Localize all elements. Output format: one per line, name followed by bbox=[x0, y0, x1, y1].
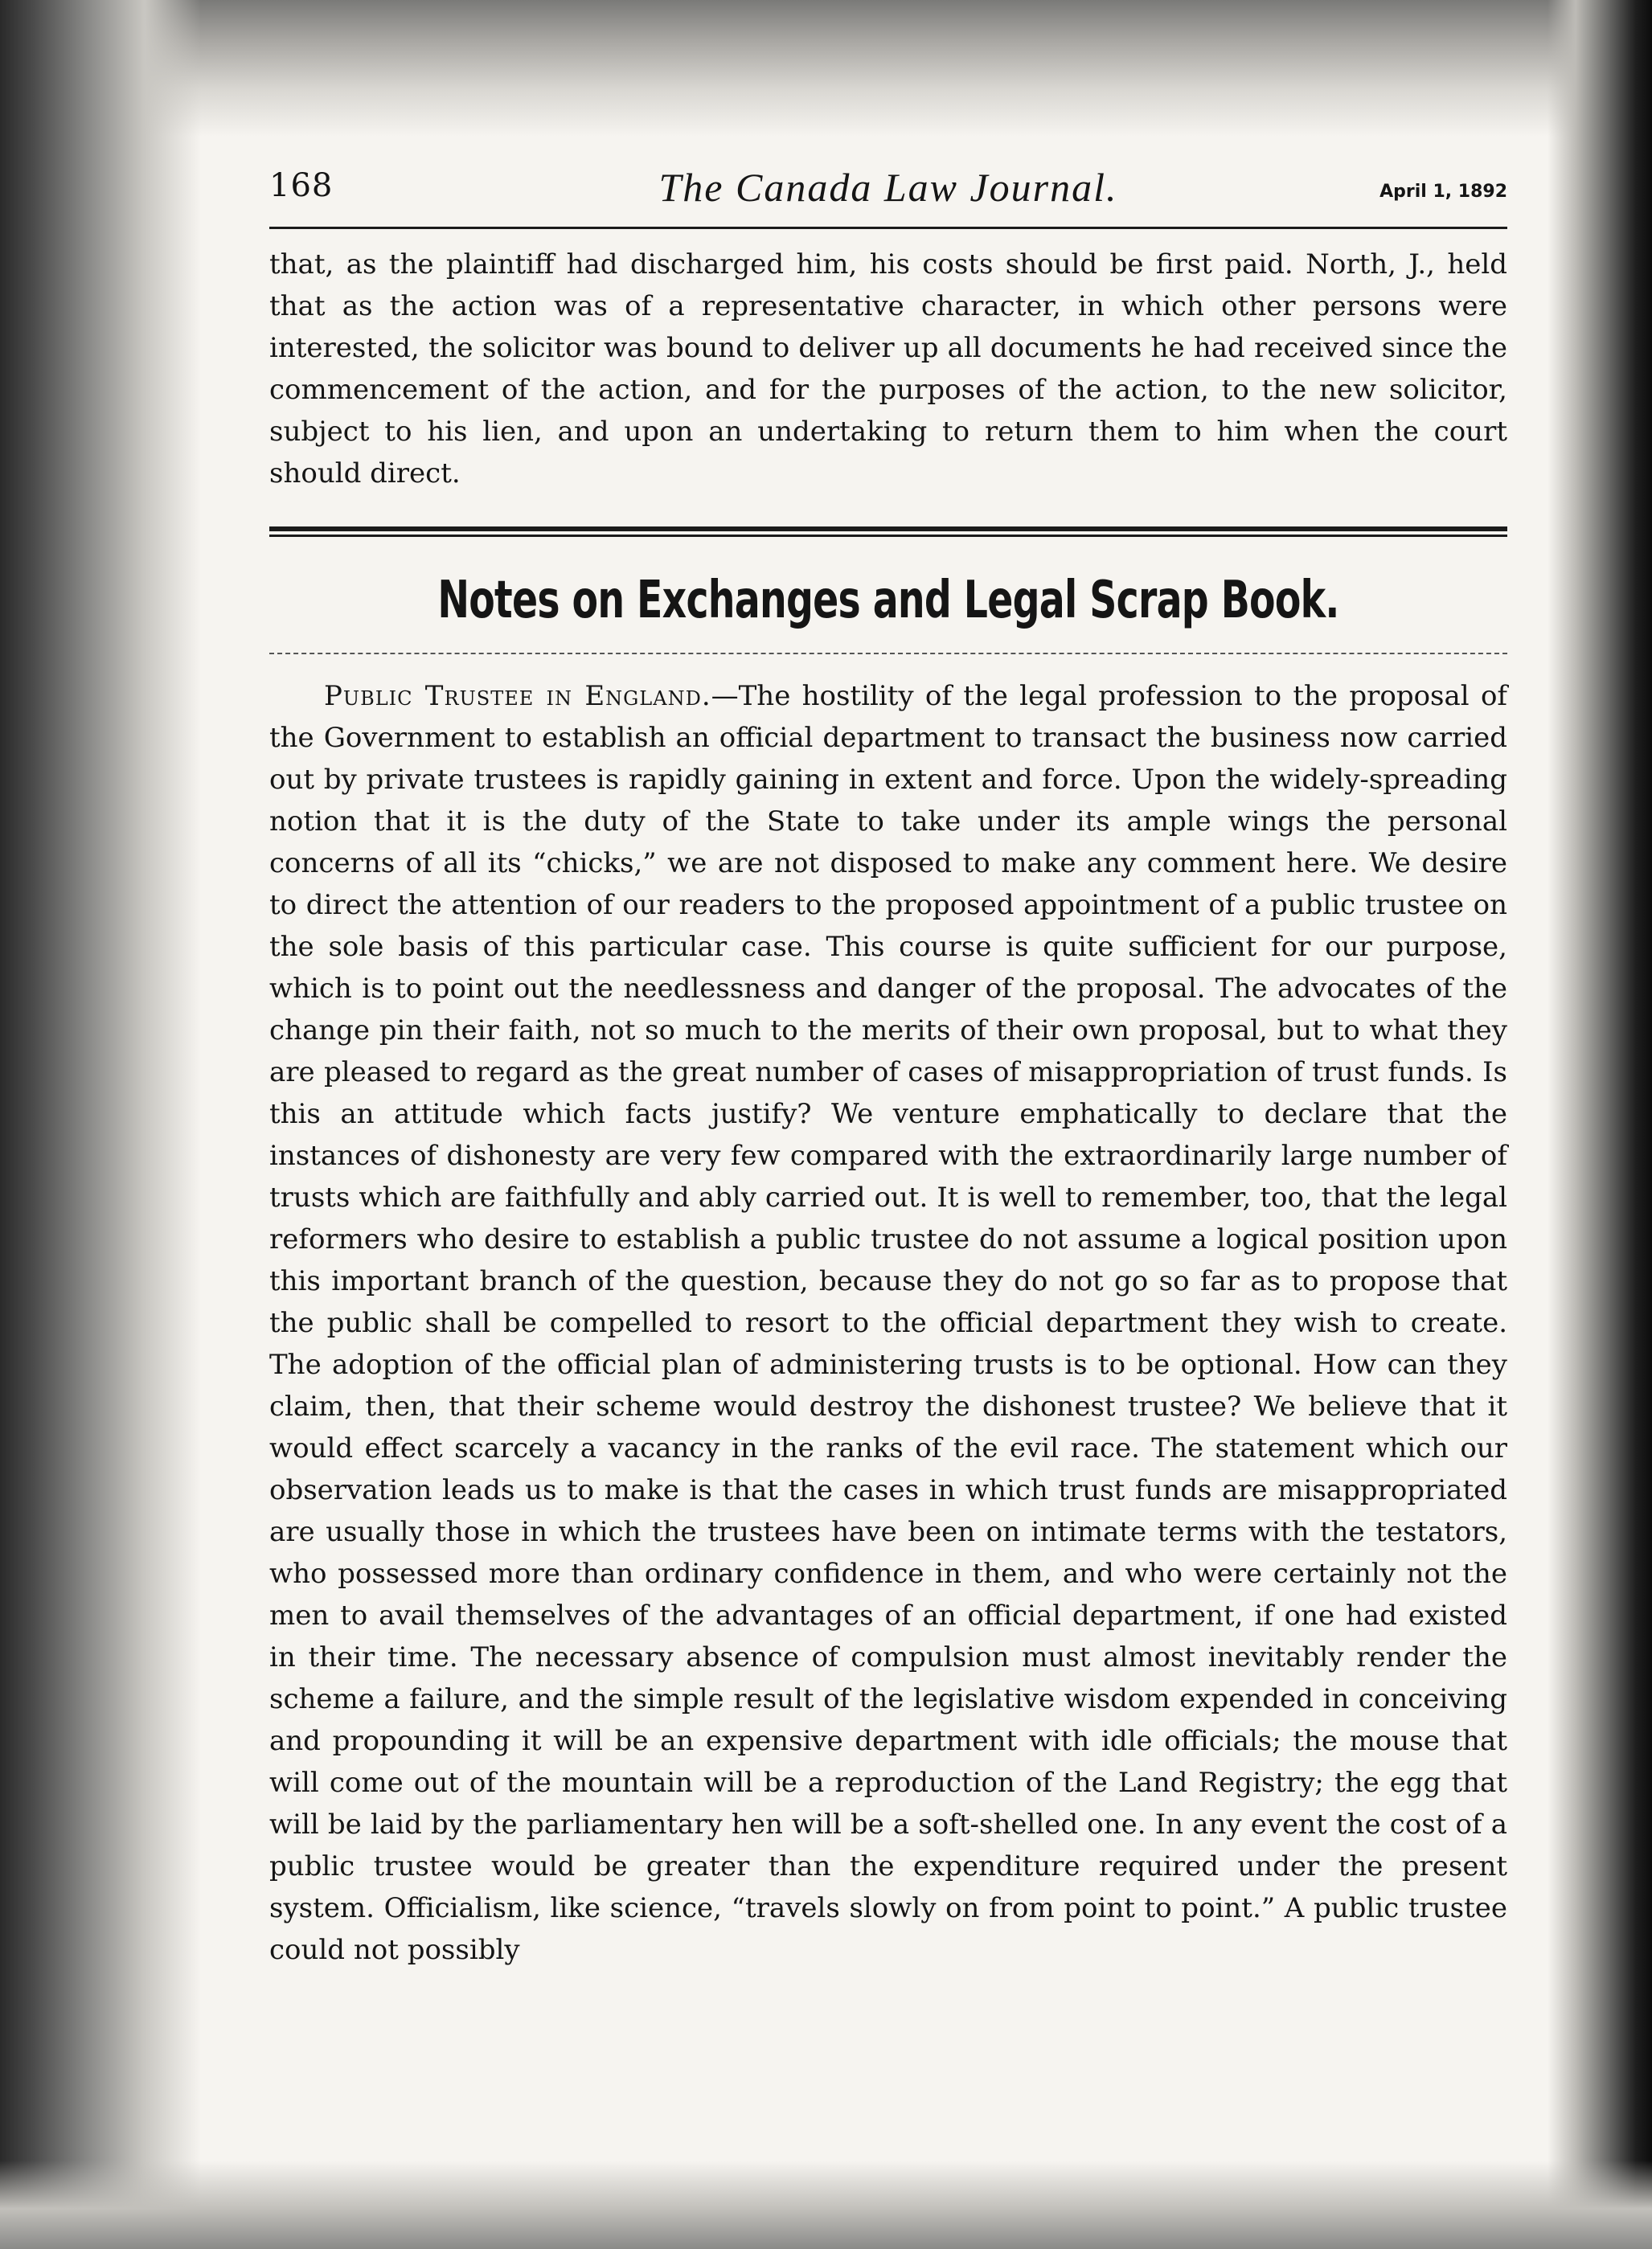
page-edge-bottom-shadow bbox=[0, 2161, 1652, 2249]
page-content bbox=[269, 161, 1507, 1971]
header-rule bbox=[269, 227, 1507, 229]
issue-date: April 1, 1892 bbox=[1379, 182, 1507, 202]
page-edge-top-shadow bbox=[0, 0, 1652, 137]
section-divider bbox=[269, 526, 1507, 537]
page-number: 168 bbox=[269, 167, 334, 204]
article-body: —The hostility of the legal profession to the proposal of the Government to establish an official department to transact the business now carried out by private trustees is rapidly gaining in extent and force. Upon the widely-spreading notion that it is the duty of the State to take under its ample wings the personal concerns of all its “chicks,” we are not disposed to make any comment here. We desire to direct the attention of our readers to the proposed appointment of a public trustee on the sole basis of this particular case. This course is quite sufficient for our purpose, which is to point out the needlessness and danger of the proposal. The advocates of the change pin their faith, not so much to the merits of their own proposal, but to what they are pleased to regard as the great number of cases of misappropriation of trust funds. Is this an attitude which facts justify? We venture emphatically to declare that the instances of dishonesty are very few compared with the extraordinarily large number of trusts which are faithfully and ably carried out. It is well to remember, too, that the legal reformers who desire to establish a public trustee do not assume a logical position upon this important branch of the question, because they do not go so far as to propose that the public shall be compelled to resort to the official department they wish to create. The adoption of the official plan of administering trusts is to be optional. How can they claim, then, that their scheme would destroy the dishonest trustee? We believe that it would effect scarcely a vacancy in the ranks of the evil race. The statement which our observation leads us to make is that the cases in which trust funds are misappropriated are usually those in which the trustees have been on intimate terms with the testators, who possessed more than ordinary confidence in them, and who were certainly not the men to avail themselves of the advantages of an official department, if one had existed in their time. The necessary absence of compulsion must almost inevitably render the scheme a failure, and the simple result of the legislative wisdom expended in conceiving and propounding it will be an expensive department with idle officials; the mouse that will come out of the mountain will be a reproduction of the Land Registry; the egg that will be laid by the parliamentary hen will be a soft-shelled one. In any event the cost of a public trustee would be greater than the expenditure required under the present system. Officialism, like science, “travels slowly on from point to point.” A public trustee could not possibly bbox=[269, 680, 1507, 1966]
journal-title: The Canada Law Journal. bbox=[658, 165, 1118, 210]
article-paragraph bbox=[269, 675, 1507, 1971]
page-edge-left-shadow bbox=[0, 0, 201, 2249]
heading-dashed-rule bbox=[269, 653, 1507, 654]
running-header bbox=[269, 161, 1507, 225]
page-edge-right-shadow bbox=[1547, 0, 1652, 2249]
section-heading: Notes on Exchanges and Legal Scrap Book. bbox=[437, 571, 1339, 630]
article-title: Public Trustee in England. bbox=[324, 680, 711, 712]
continued-paragraph: that, as the plaintiff had discharged him, his costs should be first paid. North, J., held that as the action was of a representative character, in which other persons were interested, the solicitor was bound to deliver up all documents he had received since the commencement of the action, and for the purposes of the action, to the new solicitor, subject to his lien, and upon an undertaking to return them to him when the court should direct. bbox=[269, 248, 1507, 490]
